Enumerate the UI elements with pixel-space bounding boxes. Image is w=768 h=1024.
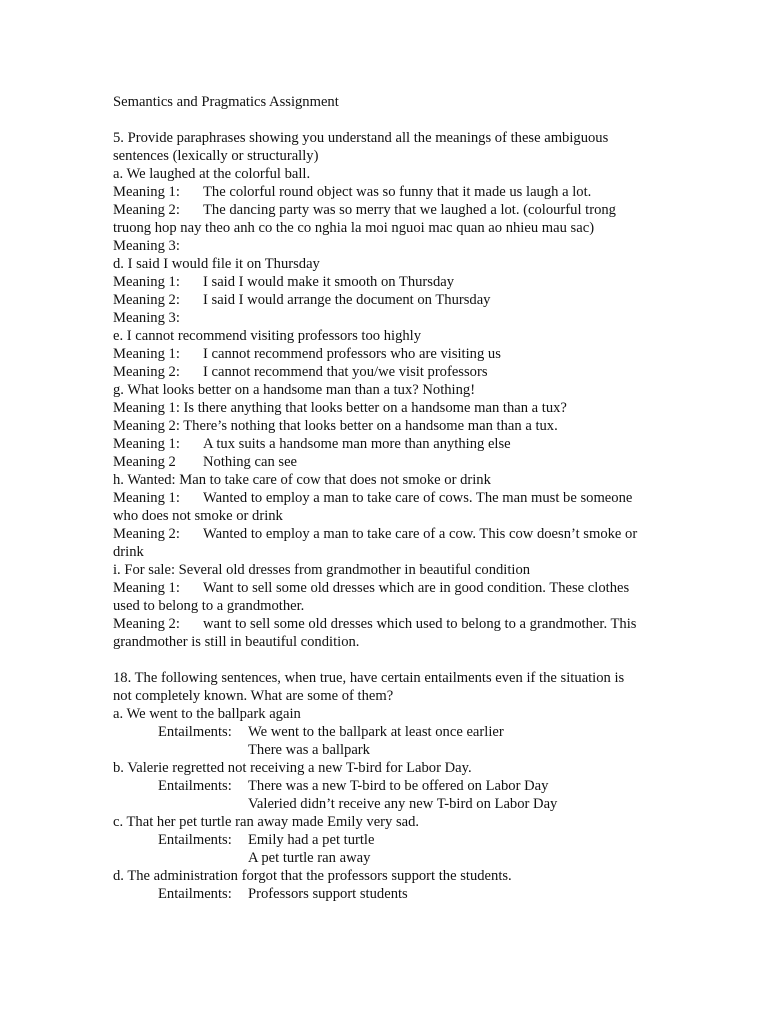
meaning-text: I cannot recommend that you/we visit professors	[203, 364, 488, 380]
meaning-label: Meaning 1:	[113, 184, 180, 200]
q5h-meaning-1-continued: who does not smoke or drink	[113, 508, 283, 524]
entailment-text: We went to the ballpark at least once earlier	[248, 724, 504, 740]
q5a-meaning-2-continued: truong hop nay theo anh co the co nghia la moi nguoi mac quan ao nhieu mau sac)	[113, 220, 595, 236]
q18b-sentence: b. Valerie regretted not receiving a new T-bird for Labor Day.	[113, 760, 472, 776]
meaning-label: Meaning 3:	[113, 238, 180, 254]
meaning-text: Wanted to employ a man to take care of cows. The man must be someone	[203, 490, 633, 506]
meaning-label: Meaning 3:	[113, 310, 180, 326]
entailment-text: Professors support students	[248, 886, 408, 902]
q5a-meaning-1	[113, 183, 673, 201]
document-page	[113, 93, 673, 903]
blank-line	[113, 651, 673, 669]
q5i-meaning-2-continued: grandmother is still in beautiful condition.	[113, 634, 360, 650]
meaning-label: Meaning 1:	[113, 490, 180, 506]
meaning-text: A tux suits a handsome man more than anything else	[203, 436, 511, 452]
meaning-text: The colorful round object was so funny that it made us laugh a lot.	[203, 184, 592, 200]
q18-prompt-line-2: not completely known. What are some of them?	[113, 688, 394, 704]
blank-line	[113, 111, 673, 129]
meaning-text: Nothing can see	[203, 454, 298, 470]
q18a-sentence: a. We went to the ballpark again	[113, 706, 301, 722]
entailments-label: Entailments:	[158, 832, 232, 848]
q5g-meaning-2	[113, 453, 673, 471]
entailment-text: There was a ballpark	[248, 742, 370, 758]
entailment-text: Valeried didn’t receive any new T-bird on Labor Day	[248, 796, 558, 812]
q5a-meaning-3	[113, 237, 673, 255]
q5d-meaning-2	[113, 291, 673, 309]
meaning-label: Meaning 2:	[113, 364, 180, 380]
meaning-label: Meaning 1:	[113, 274, 180, 290]
q5d-meaning-3	[113, 309, 673, 327]
q5g-meaning-1	[113, 435, 673, 453]
meaning-text: I said I would arrange the document on Thursday	[203, 292, 491, 308]
meaning-text: I cannot recommend professors who are visiting us	[203, 346, 501, 362]
q5a-sentence: a. We laughed at the colorful ball.	[113, 166, 311, 182]
q5d-meaning-1	[113, 273, 673, 291]
meaning-label: Meaning 2:	[113, 526, 180, 542]
meaning-label: Meaning 2:	[113, 292, 180, 308]
q5i-meaning-2	[113, 615, 673, 633]
q5g-meaning-line-1: Meaning 1: Is there anything that looks better on a handsome man than a tux?	[113, 400, 567, 416]
q5-prompt-line-1: 5. Provide paraphrases showing you understand all the meanings of these ambiguous	[113, 130, 609, 146]
meaning-label: Meaning 2:	[113, 616, 180, 632]
entailments-label: Entailments:	[158, 724, 232, 740]
meaning-label: Meaning 1:	[113, 580, 180, 596]
q5i-sentence: i. For sale: Several old dresses from grandmother in beautiful condition	[113, 562, 531, 578]
q5a-meaning-2	[113, 201, 673, 219]
q5h-meaning-2-continued: drink	[113, 544, 144, 560]
q5-prompt-line-2: sentences (lexically or structurally)	[113, 148, 319, 164]
meaning-text: I said I would make it smooth on Thursday	[203, 274, 455, 290]
q5g-sentence: g. What looks better on a handsome man than a tux? Nothing!	[113, 382, 476, 398]
q18c-sentence: c. That her pet turtle ran away made Emily very sad.	[113, 814, 420, 830]
meaning-text: want to sell some old dresses which used to belong to a grandmother. This	[203, 616, 637, 632]
q18b-entailment-1	[113, 777, 673, 795]
q18d-entailment-1	[113, 885, 673, 903]
entailments-label: Entailments:	[158, 886, 232, 902]
entailment-text: Emily had a pet turtle	[248, 832, 375, 848]
meaning-label: Meaning 2	[113, 454, 176, 470]
meaning-text: Want to sell some old dresses which are in good condition. These clothes	[203, 580, 630, 596]
q18c-entailment-2	[113, 849, 673, 867]
q18a-entailment-1	[113, 723, 673, 741]
q18b-entailment-2	[113, 795, 673, 813]
meaning-label: Meaning 1:	[113, 436, 180, 452]
meaning-label: Meaning 2:	[113, 202, 180, 218]
entailment-text: A pet turtle ran away	[248, 850, 371, 866]
q5h-meaning-2	[113, 525, 673, 543]
meaning-text: Wanted to employ a man to take care of a cow. This cow doesn’t smoke or	[203, 526, 638, 542]
entailment-text: There was a new T-bird to be offered on Labor Day	[248, 778, 549, 794]
q5d-sentence: d. I said I would file it on Thursday	[113, 256, 320, 272]
q5i-meaning-1-continued: used to belong to a grandmother.	[113, 598, 305, 614]
q5e-meaning-2	[113, 363, 673, 381]
q5e-meaning-1	[113, 345, 673, 363]
meaning-text: The dancing party was so merry that we laughed a lot. (colourful trong	[203, 202, 616, 218]
q5h-sentence: h. Wanted: Man to take care of cow that does not smoke or drink	[113, 472, 491, 488]
meaning-label: Meaning 1:	[113, 346, 180, 362]
q5h-meaning-1	[113, 489, 673, 507]
q18a-entailment-2	[113, 741, 673, 759]
q5i-meaning-1	[113, 579, 673, 597]
document-title: Semantics and Pragmatics Assignment	[113, 94, 339, 110]
q18d-sentence: d. The administration forgot that the professors support the students.	[113, 868, 512, 884]
q5e-sentence: e. I cannot recommend visiting professors too highly	[113, 328, 422, 344]
q18c-entailment-1	[113, 831, 673, 849]
entailments-label: Entailments:	[158, 778, 232, 794]
q18-prompt-line-1: 18. The following sentences, when true, have certain entailments even if the situation is	[113, 670, 625, 686]
q5g-meaning-line-2: Meaning 2: There’s nothing that looks better on a handsome man than a tux.	[113, 418, 558, 434]
